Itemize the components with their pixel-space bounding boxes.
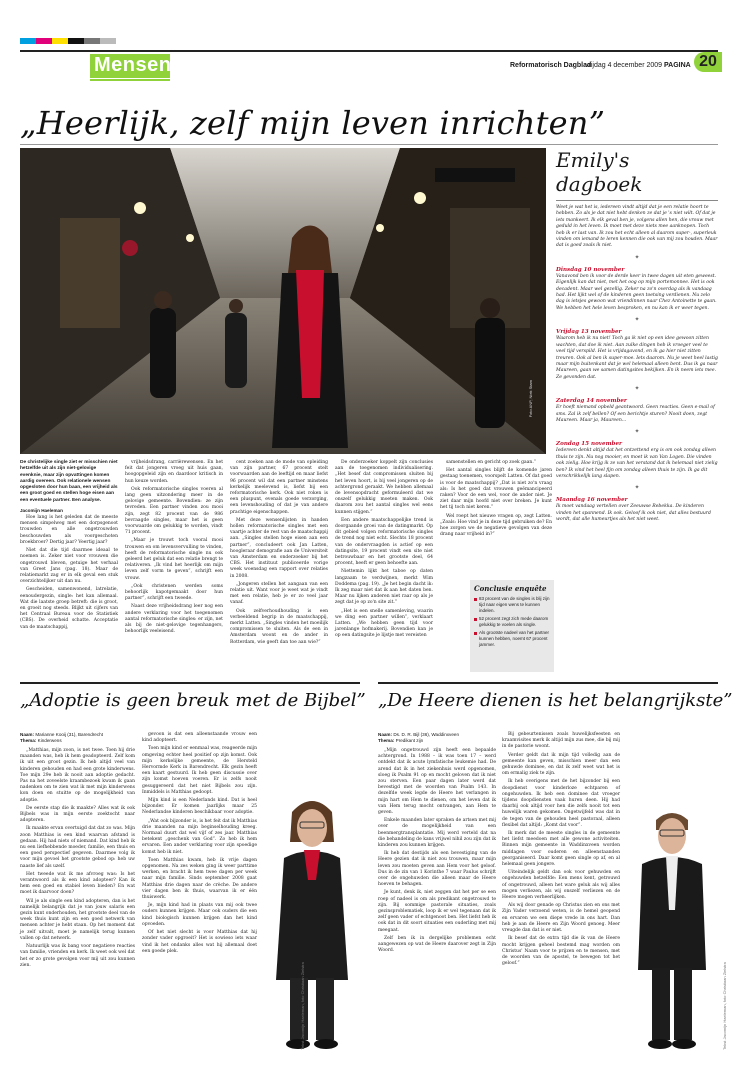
conclusion-box	[470, 580, 554, 672]
paragraph: Verder geldt dat ik mijn tijd volledig aan de gemeente kan geven, misschien meer dan een gehuwde dominee, en dat ik zelf weet wat het is om ermalig ziek te zijn.	[502, 752, 620, 777]
paragraph: Toen mijn kind er eenmaal was, reageerde mijn omgeving echter heel positief op zijn komst. Ook mijn kerkelijke gemeente, de Hersteld Hervormde Kerk in Barendrecht. Elk gezin heeft een kaart gestuurd. Ik heb geen discussie over zijn komst hoeven voeren. Er is zelfs nooit gesuggereerd dat het niet Bijbels zou zijn. Inmiddels is Matthias gedoopt.	[142, 746, 257, 795]
woman-portrait-illustration	[262, 790, 362, 1058]
paragraph: Natuurlijk was ik bang voor negatieve reacties van familie, vrienden en kerk. Ik weet ook wel dat het er zo grote gevolgen voor mij uit zou kunnen zien.	[20, 944, 135, 968]
diary-entry-text: Er hoeft niemand opbeld geantwoord. Geen reacties. Geen e-mail of sms. Zal ik zelf bellen? Of een berichtje sturen? Nooit doen, zegt Maureen. Maar ja, Maureen...	[556, 405, 715, 423]
paragraph: Het tweede wat ik me afvroeg was: Is het verantwoord als ik een kind adopteer? Kan ik hem een goed en stabiel leven bieden? En wat moet ik daarvoor doen?	[20, 871, 135, 896]
paragraph: Niet dat die tijd daarmee ideaal te noemen is. Zeker niet voor vrouwen die ongetrouwd bleven, getuige het verhaal van Greet Jans (pag. 18). Maar de relatiemarkt zag er in elk geval een stuk overzichtelijker uit dan nu.	[20, 548, 118, 585]
paragraph: Niettemin lijkt het taboe op daten langzaam te verdwijnen, merkt Wim Doddema (pag. 19). „Je het begin dacht ik: Ik zeg maar niet dat ik aan het daten ben. Maar nu lijken anderen niet raar op als je zegt dat je op zo'n site zit.”	[335, 569, 433, 606]
man-portrait-illustration	[626, 800, 718, 1058]
article-left-title: „Adoptie is geen breuk met de Bijbel”	[20, 690, 366, 711]
paragraph: „Maar je trouwt toch vooral mooi trouwen en om levensvervulling te vinden, heeft de reformatorische single nu ook geleerd het geluk dat een relatie brengt te relativeren. „Ik vind het heerlijk om mijn leven zelf vorm te geven”, schrijft een vrouw.	[125, 538, 223, 581]
paragraph: Zelf ben ik in dergelijke problemen echt aangewezen op wat de Heere daarover zegt in Zijn Woord.	[378, 935, 496, 954]
headline: „Heerlijk, zelf mijn leven inrichten”	[20, 104, 606, 142]
paragraph: Gescheiden, samenwonend, latrelatie, eenoudergezin, single: het kan allemaal. Wat die laatste groep betreft: die is groot, en groeit nog steeds. Blijkt uit cijfers van het Centraal Bureau voor de Statistiek (CBS). De overheid schatte. Acceptatie van de maatschappij,	[20, 587, 118, 630]
paragraph: Met deze wensenlijsten in handen hollen reformatorische singles met een vaartje achter de rest van de maatschappij aan. „Singles stellen hoge eisen aan een partner”, concludeert ook Jan Latten, hoogleraar demografie aan de Universiteit van Amsterdam en onderzoeker bij het CBS. Het instituut publiceerde vorige week woensdag een rapport over relaties in 2008.	[230, 517, 328, 579]
paragraph: Je, mijn kind had in plaats van mij ook twee ouders kunnen krijgen. Maar ook ouders die een kind biologisch kunnen krijgen dan het kind opvoeden.	[142, 903, 257, 927]
paragraph: „Het is een snelle samenleving, waarin we ding een partner willen”, verklaart Latten. „We hebben geen tijd voor jarenlange hofmakerij. Bovendien kan je op een datingsite je lijstje met vereisten	[335, 608, 433, 639]
diary-entry-date: Zondag 15 november	[556, 441, 622, 448]
article-left-meta	[20, 732, 140, 744]
masthead: Reformatorisch Dagblad	[510, 62, 592, 69]
article-right-meta	[378, 732, 498, 744]
article-column-2	[125, 460, 223, 637]
conclusion-title: Conclusie enquête	[474, 584, 547, 593]
paragraph: Ik heb overigens met de het bijzonder bij een doopdienst voor kinderloze echtparen of ongehuwden. Ik heb een dominee dat vroeger tijdens doopdiensten vaak huren deen. Hij had daarbij ook altijd voor hen die zelfs nooit tot een huwelijk waren gekomen. Ongetwijfeld was dat in de tegen van de gehouden heel pastoraal, alleen flexibel dat altijd: „Komt dat voor”.	[502, 779, 620, 828]
portrait-marianne	[262, 790, 362, 1058]
paragraph: vrijheidsdrang, carrièrewensen. En het feit dat jongeren vroeg uit huis gaan, hoogopgeleid zijn en daardoor kritisch in hun keuze worden.	[125, 460, 223, 484]
diary-entry-date: Dinsdag 10 november	[556, 266, 625, 273]
paragraph: Een andere maatschappelijke trend is doorgaande groei van de datingmarkt. Op dit gebied volgen reformatorische singles de trend nog niet echt. Slechts 18 procent van de ondervraagden is actief op een datingsite, 19 procent vindt een site niet betrouwbaar en het grootste deel, 64 procent, heeft er geen behoefte aan.	[335, 517, 433, 567]
arcade-photo-illustration	[20, 148, 546, 454]
paragraph: Ik heb dat destijds als een bevestiging van de Heere gezien dat ik niet zou trouwen, maar mijn leven zou moeten geven aan Hem voor het geloof. Dus in de zin van 1 Korinthe 7 waar Paulus schrijft over de ongehuwden die alleen maar de Heere hoeven te behagen.	[378, 851, 496, 888]
page-number: 20	[694, 52, 722, 72]
meta-theme: Predikant zijn	[395, 738, 424, 744]
photo-credit-right: Tekst Jacomijn Haeleman, foto Christiaan Zielstra	[722, 962, 727, 1050]
paragraph: cent zoeken aan de mode van opleiding van zijn partner, 67 procent stelt voorwaarden aan de leeftijd en maar liefst 96 procent wil dat een partner minstens kerkelijk meelevend is, liefst bij een reformatorische kerk. Ook niet roken is een pluspunt, evenals goede verzorging, een levenshouding of dat je van andere prachtige eigenschappen.	[230, 460, 328, 515]
diary-sidebar	[556, 148, 718, 658]
diary-title: Emily's dagboek	[556, 148, 643, 196]
meta-name-label: Naam:	[378, 732, 393, 737]
diary-entry-text: Ik moet vandaag vertellen over Zeeuwse Rebekka. De kinderen vinden het spannend. Ik ook. Geloof ik ook niet, dat alles bestuurd wordt, dat alle humeurtjes als het niet weet.	[556, 504, 711, 523]
paragraph: De onderzoeker koppelt zijn conclusies aan de toegenomen individualisering. „Het besef dat compromissen sluiten bij het leven hoort, is bij veel jongeren op de achtergrond geraakt. We hebben allemaal de levensopdracht geformuleerd dat we onszelf gelukkig moeten maken. Ook daarom zou het aantal singles wel eens kunnen stijgen.”	[335, 460, 433, 515]
paragraph: De eerste stap die ik maakte? Alles wat ik ook Bijbels was in mijn eerste zoektocht naar adopteren.	[20, 805, 135, 824]
main-photo	[20, 148, 546, 454]
diary-entry-text: Iedereen denkt altijd dat het ontzettend erg is om ook zondag alleen thuis te zijn. Nu nog mooier, en moet ik van Van Logen. Die vinden ook zielig. Hoe krijg ik ze van het verstand dat ik helemaal niet zielig ben? Ik vind het heel fijn om zondag alleen thuis te zijn. Ik ga dit verschrikkelijk lang slapen.	[556, 448, 718, 479]
paragraph: samenstellen en gericht op zoek gaan.”	[446, 460, 537, 465]
conclusion-item: Als grootste nadeel van het partner kunnen hebben, noemt 67 procent jammer.	[474, 630, 550, 648]
meta-theme-label: Thema:	[20, 738, 37, 744]
paragraph: „Matthias, mijn zoon, is net twee. Toen hij drie maanden was, heb ik hem geadopteerd. Zelf kom ik uit een groot gezin. Ik heb altijd veel van kinderen gehouden en had een grote kinderwens. Toe mijn 29e heb ik nooit aan adoptie gedacht. Pas na het zoveelste kraambezoek kwam ik gaan nadenken om te zien wat ik met mijn kinderwens kon doen en stuitte op de mogelijkheid van adoptie.	[20, 748, 135, 803]
photo-credit: Foto ANP, Niek Stam	[528, 380, 533, 418]
paragraph: gevoon is dat een alleenstaande vrouw een kind adopteert.	[142, 732, 257, 744]
article-lead: De christelijke single ziet er misschien niet hetzelfde uit als zijn niet-gelovige evenknie, maar zijn opvattingen komen aardig overeen. Ook relationele wensen opgesloten door hun baan, een vrijheid als een groot goed en stellen hoge eisen aan een eventuele partner. Een analyse.	[20, 460, 118, 503]
separator-star: ✦	[634, 484, 640, 492]
page-label: PAGINA	[664, 62, 691, 69]
paragraph: Wil je als single een kind adopteren, dan is het namelijk belangrijk dat je van jouw salaris een gezin kunt onderhouden, het grootste deel van de week thuis kunt zijn en een goed netwerk van mensen achter je hebt staan. Op het moment dat je zelf uitvalt, moet je namelijk terug kunnen vallen op dat netwerk.	[20, 898, 135, 941]
article-right-column-1	[378, 748, 496, 957]
paragraph: Ook reformatorische singles voeren al lang geen uitzondering meer in de gelovige gemeente. Bovendien: ze zijn tevreden. Een partner vinden zou mooi zijn, zegt 82 procent van de 986 bevraagde singles, maar het is geen voorwaarde om gelukkig te worden, vindt 71 procent.	[125, 486, 223, 536]
paragraph: Bij gebeurtenissen zoals huwelijksfeesten en kraamvisites merk ik altijd mijn zus mee, die bij mij in de pastorie woont.	[502, 732, 620, 750]
section-label: Mensen	[94, 54, 172, 76]
separator-star: ✦	[634, 428, 640, 436]
diary-intro: Weet je wat het is, iedereen vindt altijd dat je een relatie hoort te hebben. Zo als je dat niet hebt denken ze dat je 's niet wilt. Of dat je iets mankeert. Ik elk geval ben je, volgens allen hen, die vrouw met geduld in het leven. Ik moet met deze niets mee aanknopen. Toch heb ik er last van. Ik zou het echt alleen al daarom super-, superleuk vinden om iemand te leren kennen die ook van mij zou houden. Maar dat is goed zoals ik niet.	[556, 205, 718, 249]
article-column-1	[20, 460, 118, 633]
section-rule-right	[378, 682, 718, 684]
article-left-column-2	[142, 732, 257, 957]
paragraph: „Mijn ongetrouwd zijn heeft een bepaalde achtergrond. In 1988 – ik was toen 17 – werd ontdekt dat ik acute lymfatische leukemie had. De arend dat ik in het ziekenhuis werd opgenomen, sloeg ik Psalm 91 op en mocht geloven dat ik niet zou sterven. Een paar dagen later werd dat bevestigd met de woorden van Psalm 143. In dezelfde week legde de Heere het verlangen in mijn hart om Hem te dienen, om het leven dat ik van Hem terug mocht ontvangen, aan Hem te geven.	[378, 748, 496, 816]
color-registration-bar	[20, 38, 116, 44]
paragraph: „Jongeren stellen het aangaan van een relatie uit. Want voor je weet wat je vindt met een relatie, heb je er zo veel jaar vanaf.	[230, 581, 328, 606]
meta-theme-label: Thema:	[378, 738, 395, 744]
photo-credit-left: Tekst Jacomijn Haeleman, foto Christiaan Zielstra	[300, 962, 305, 1050]
article-column-5	[440, 460, 552, 540]
paragraph: Of het niet slecht is voor Matthias dat hij zonder vader opgroeit? Het is sowieso iets waar vind ik het ondanks alles wat hij allemaal doet een goede plek.	[142, 930, 257, 954]
paragraph: Ik besef dat de extra tijd die ik van de Heere mocht krijgen geheel bestemd mag worden om Christus' Naam voor te prijzen en te mensen, met de woorden van de apostel, te bewegen tot het geloof.”	[502, 936, 620, 967]
article-right-column-2	[502, 732, 620, 969]
paragraph: Toen Matthias kwam, heb ik vrije dagen opgenomen. Na zes weken ging ik weer parttime werken, en bracht ik hem twee dagen per week naar mijn familie. Sinds september 2008 gaat Matthias drie dagen naar de crèche. De andere vier dagen ben ik thuis, waarvan ik er één thuiswerk.	[142, 857, 257, 901]
article-byline: Jacomijn Haeleman	[20, 508, 63, 514]
paragraph: Het aantal singles blijft de komende jaren gestaag toenemen, voorspelt Latten. Of dat goed is voor de maatschappij? „Dat is niet zo'n vraag als: Is het goed dat vrouwen geëmancipeerd raken? Voor de een wel, voor de ander niet. Je ziet daar mijn hoofd niet over breken. Je kunt het tij toch niet keren.”	[440, 468, 552, 511]
meta-name-label: Naam:	[20, 732, 35, 737]
separator-star: ✦	[634, 385, 640, 393]
meta-name: Marianne Kooij (31), Barendrecht	[35, 732, 103, 737]
diary-entry-text: Vanavond ben ik voor de derde keer in twee dagen uit eten geweest. Eigenlijk kan dat niet, met het oog op mijn portemonnee. Het is ook decadent. Maar wel gezellig. Zeker na zo'n overdag als ik vandaag had. Het lijkt wel of de kinderen geen toetsing verdienen. Nu zelo dag is ietsjes gewoon wat vriendinnen naar Chez Antoinette te gaan. We hebben het hele leven besproken, en nu kan ik er weer tegen.	[556, 273, 717, 311]
article-right-title: „De Heere dienen is het belangrijkste”	[378, 690, 733, 711]
section-rule-left	[20, 682, 360, 684]
meta-theme: Kinderwens	[37, 738, 62, 744]
paragraph: Naast deze vrijheidsdrang leer nog een andere verklaring voor het toegenomen aantal reformatorische singles: er zijn, net als bij de niet-gelovige tegenhangers, behoorlijk veeleisend.	[125, 604, 223, 635]
paragraph: „Wat ook bijzonder is, is het feit dat ik Matthias drie maanden na mijn beginselhouding kreeg. Normaal duurt dat wel vijf of zes jaar. Matthias betekent „geschenk van God”. Zo heb ik hem ervaren. Een ander verklaring voor zijn spoedige komst heb ik niet.	[142, 818, 257, 855]
paragraph: Je kunt, denk ik, niet zeggen dat het per se een roep of nadeel is om als predikant ongetrouwd te zijn. Bij sommige pastorale situaties, zoals gezinsproblematiek, loop ik er wel tegenaan dat ik zelf geen vader of echtgenoot ben. Het liefst heb ik ook dat in dit soort situaties een ouderling met mij meegaat.	[378, 890, 496, 933]
date-text: vrijdag 4 december 2009	[585, 62, 663, 69]
conclusion-item: 52 procent zegt zich mede daarom gelukkig te voelen als single.	[474, 616, 550, 628]
meta-name: Ds. D. R. Bijl (36), Waddinxveen	[393, 732, 460, 737]
portrait-bijl	[626, 800, 718, 1058]
diary-entry-date: Vrijdag 13 november	[556, 329, 622, 336]
conclusion-item: 83 procent van de singles is blij zijn tijd naar eigen wens te kunnen indelen.	[474, 596, 550, 614]
paragraph: Uiteindelijk geldt dan ook voor gehuwden en ongehuwden hetzelfde: Een mens kent, getrouwd of ongetrouwd, alleen het ware geluk als wij alles mogen verliezen, als wij onszelf verliezen en de Heere mogen verheerlijken.	[502, 870, 620, 901]
diary-entry-date: Zaterdag 14 november	[556, 398, 627, 405]
paragraph: Mijn kind is een Nederlands kind. Dat is heel bijzonder. Er komen jaarlijks maar 25 Nederlandse kinderen beschikbaar voor adoptie.	[142, 798, 257, 816]
diary-rule	[556, 200, 718, 201]
diary-entry-text: Waarom heb ik nu niet! Toch ga ik niet op een idee gewoon zitten wachten, dat doe ik niet. Aan zulke dingen heb ik vroeger veel te veel tijd verspild. Het is vrijdagavond, en ik ga hier niet zitten treuren. Ook al ben ik super-moe. Iets daarom. Nu je weet heel lastig maar mijn buitenkant dat je wel helemaal alleen bent. Dus ik ga naar Maureen, gaan we samen datingsites bekijken. En ik neem iets mee. Ze gevonden dat.	[556, 336, 718, 380]
paragraph: Als wij door genade op Christus zien en ons met Zijn Vader verzoend weten, is de hemel geopend en ervaren we een diepe vrede in ons hart. Dan heb je aan de Heere en Zijn Woord genoeg. Meer vreugde dan dat is er niet.	[502, 903, 620, 934]
meta-theme-row	[20, 738, 140, 744]
paragraph: Ook zelfverhoudhouding is een verbeeldend begrip in de maatschappij, merkt Latten. „Singles vinden het moeilijk compromissen te sluiten. Als de een in Amsterdam woont en de ander in Rotterdam, wie geeft dan toe aan wie?”	[230, 608, 328, 645]
paragraph: Wel roept het nieuwe vragen op, zegt Latten. „Zoals: Hoe vind je in deze tijd gebruiken de? En hoe zorgen we de negatieve gevolgen van deze drang naar vrijheid in?”	[440, 513, 552, 538]
paragraph: Enkele maanden later spraken de artsen met mij over de mogelijkheid van een beenmergtransplantatie. Mij werd verteld dat na die behandeling de kans vrijwel nihil zou zijn dat ik kinderen zou kunnen krijgen.	[378, 818, 496, 849]
article-left-column-1	[20, 748, 135, 971]
paragraph: Ik merk dat de meeste singles in de gemeente het liefst meedoen met alle gewone activiteiten. Binnen mijn gemeente in Waddinxveen worden middagen voor ouderen en alleenstaanden georganiseerd. Daar komt geen single op af, en al helemaal geen jongere.	[502, 831, 620, 868]
paragraph: „Ook christenen werden soms behoorlijk kapotgemaakt door hun partner”, schrijft een tweede.	[125, 583, 223, 602]
diary-entry-date: Maandag 16 november	[556, 497, 628, 504]
conclusion-list	[474, 596, 550, 648]
paragraph: Ik maakte ervan overtuigd dat dat zo was. Mijn zoon Matthias is een kind waarvan afstand is gedaan. Hij had niets of niemand. Dat kind heb ik nu een liefhebbende moeder, familie, een thuis en een goed perspectief gegeven. Daarmee volg ik voor mijn gevoel het grootste gebod op: heb uw naaste lief als uzelf.	[20, 826, 135, 869]
section-underline	[90, 79, 170, 81]
issue-date	[585, 62, 691, 69]
separator-star: ✦	[634, 253, 640, 261]
article-column-3	[230, 460, 328, 648]
header-rule	[20, 50, 718, 52]
article-column-4	[335, 460, 433, 642]
paragraph: Hoe lang is het geleden dat de meeste mensen simpelweg met een dorpsgenoot trouwden en alle ongetrouwden beschouwden als voorgeschoten broekbroer? Dertig jaar? Veertig jaar?	[20, 515, 118, 545]
separator-star: ✦	[634, 316, 640, 324]
meta-theme-row	[378, 738, 498, 744]
headline-rule	[20, 144, 718, 145]
